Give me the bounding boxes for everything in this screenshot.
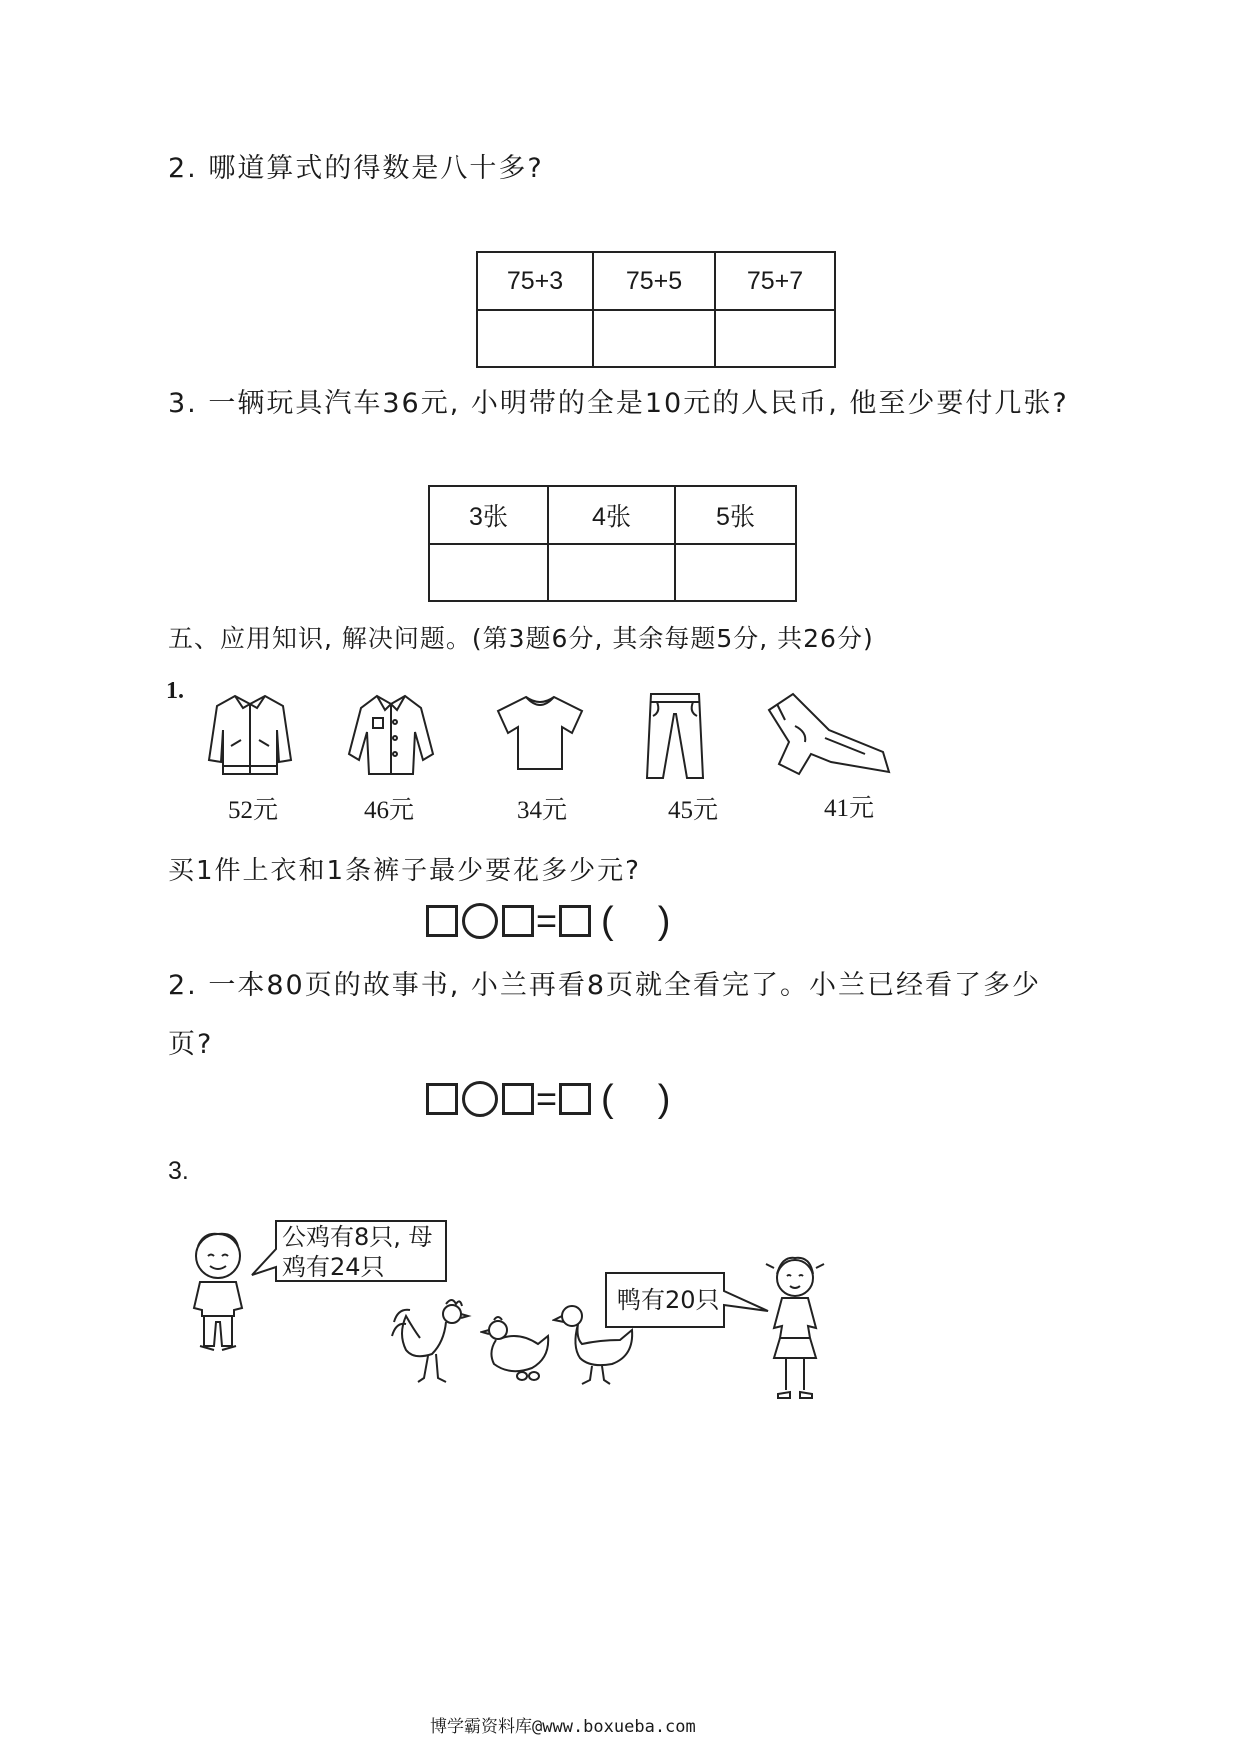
blank-box[interactable] <box>502 905 534 937</box>
section-5-heading: 五、应用知识, 解决问题。(第3题6分, 其余每题5分, 共26分) <box>168 624 874 653</box>
option-cell: 75+5 <box>593 252 715 310</box>
option-cell: 4张 <box>548 486 675 544</box>
boy-icon <box>178 1230 258 1358</box>
price-label: 41元 <box>824 795 875 822</box>
answer-cell[interactable] <box>429 544 548 601</box>
problem-1-question: 买1件上衣和1条裤子最少要花多少元? <box>168 856 641 886</box>
right-paren: ) <box>657 900 671 942</box>
jeans-icon <box>765 690 895 778</box>
blank-box[interactable] <box>502 1083 534 1115</box>
problem-2-line-1: 2. 一本80页的故事书, 小兰再看8页就全看完了。小兰已经看了多少 <box>168 970 1042 1001</box>
equation-template-1 <box>426 902 670 940</box>
footer-watermark: 博学霸资料库@www.boxueba.com <box>430 1717 696 1737</box>
answer-cell[interactable] <box>548 544 675 601</box>
question-2-options-table <box>476 251 836 368</box>
girl-icon <box>760 1254 830 1410</box>
option-cell: 75+7 <box>715 252 835 310</box>
equation-template-2 <box>426 1080 670 1118</box>
price-label: 46元 <box>364 797 415 824</box>
blank-box[interactable] <box>559 905 591 937</box>
pants-icon <box>643 690 707 782</box>
answer-cell[interactable] <box>715 310 835 367</box>
equals-sign: = <box>536 1078 558 1119</box>
answer-cell[interactable] <box>675 544 796 601</box>
boy-speech-line-2: 鸡有24只 <box>282 1253 385 1281</box>
option-cell: 5张 <box>675 486 796 544</box>
question-2-text: 2. 哪道算式的得数是八十多? <box>168 153 544 184</box>
shirt-icon <box>345 688 437 780</box>
price-label: 52元 <box>228 797 279 824</box>
equals-sign: = <box>536 900 558 941</box>
price-label: 45元 <box>668 797 719 824</box>
option-cell: 3张 <box>429 486 548 544</box>
option-cell: 75+3 <box>477 252 593 310</box>
left-paren: ( <box>601 900 614 942</box>
rooster-icon <box>388 1294 472 1386</box>
tshirt-icon <box>494 693 586 773</box>
operator-circle[interactable] <box>462 903 498 939</box>
blank-box[interactable] <box>426 905 458 937</box>
jacket-icon <box>205 690 295 778</box>
answer-cell[interactable] <box>477 310 593 367</box>
problem-1-number: 1. <box>166 678 184 704</box>
right-paren: ) <box>657 1078 671 1120</box>
blank-box[interactable] <box>426 1083 458 1115</box>
hen-icon <box>480 1314 552 1382</box>
blank-box[interactable] <box>559 1083 591 1115</box>
question-3-options-table <box>428 485 797 602</box>
question-3-text: 3. 一辆玩具汽车36元, 小明带的全是10元的人民币, 他至少要付几张? <box>168 388 1069 419</box>
boy-speech-line-1: 公鸡有8只, 母 <box>282 1223 433 1251</box>
price-label: 34元 <box>517 797 568 824</box>
operator-circle[interactable] <box>462 1081 498 1117</box>
problem-2-line-2: 页? <box>168 1029 214 1060</box>
answer-cell[interactable] <box>593 310 715 367</box>
left-paren: ( <box>601 1078 614 1120</box>
girl-speech-text: 鸭有20只 <box>617 1286 720 1314</box>
problem-3-number: 3. <box>168 1157 189 1185</box>
